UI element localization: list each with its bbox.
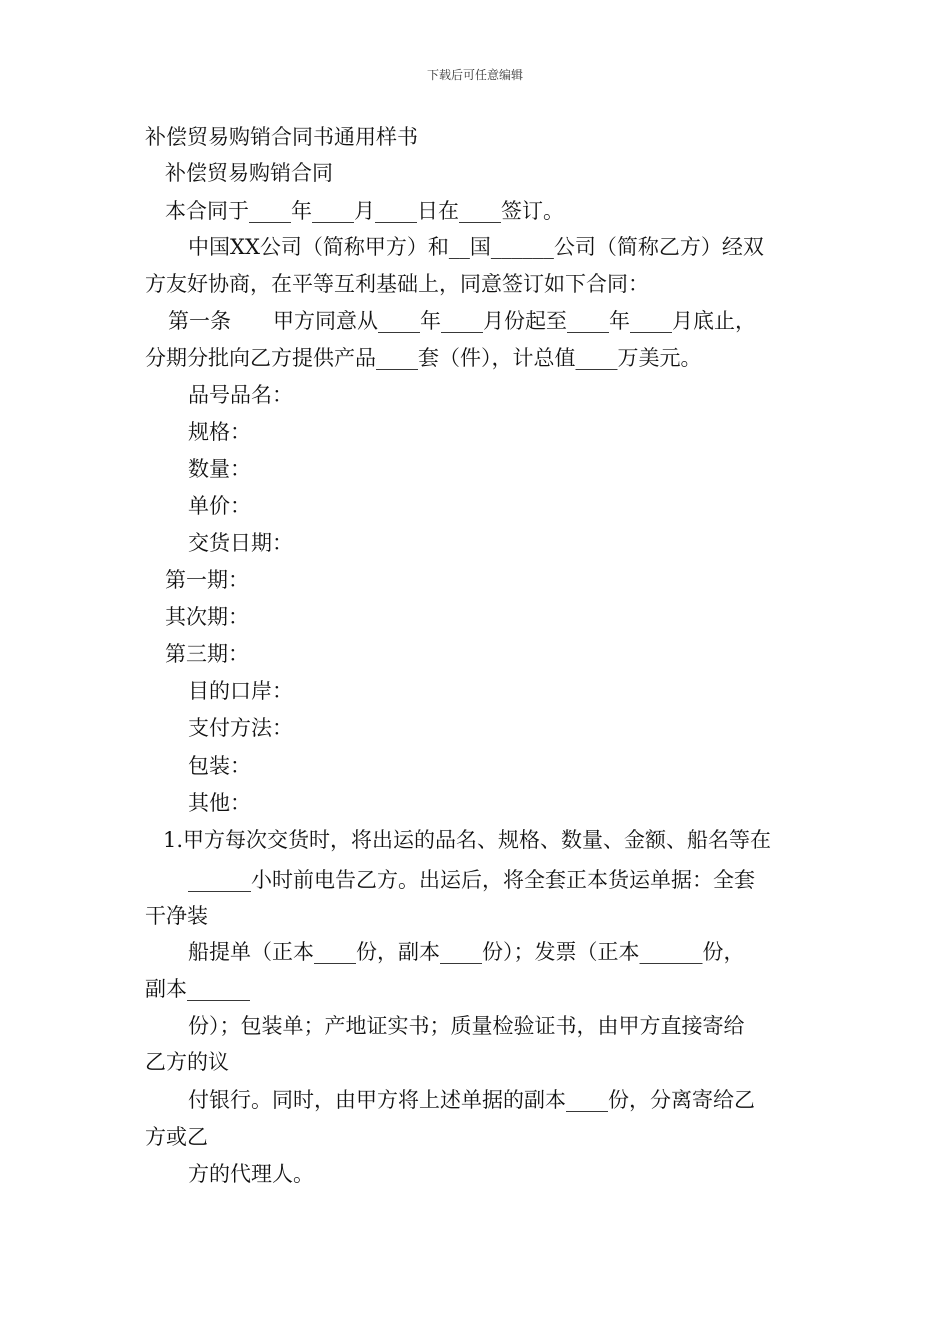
clause-1-line-7: 乙方的议 <box>145 1050 229 1074</box>
clause-1-line-9: 方或乙 <box>145 1125 208 1149</box>
field-packaging: 包装： <box>188 754 251 778</box>
field-payment: 支付方法： <box>188 716 293 740</box>
period-second: 其次期： <box>165 605 249 629</box>
field-port: 目的口岸： <box>188 679 293 703</box>
field-other: 其他： <box>188 791 251 815</box>
clause-1-line-2: ______小时前电告乙方。出运后，将全套正本货运单据：全套 <box>188 868 755 892</box>
field-delivery-date: 交货日期： <box>188 531 293 555</box>
field-spec: 规格： <box>188 420 251 444</box>
article-1-line-2: 分期分批向乙方提供产品____套（件），计总值____万美元。 <box>145 346 702 370</box>
document-title: 补偿贸易购销合同书通用样书 <box>145 125 418 149</box>
period-third: 第三期： <box>165 642 249 666</box>
intro-line-2: 方友好协商，在平等互利基础上，同意签订如下合同： <box>145 272 649 296</box>
clause-1-line-5: 副本______ <box>145 977 250 1001</box>
field-unit-price: 单价： <box>188 494 251 518</box>
clause-1-line-6: 份）；包装单；产地证实书；质量检验证书，由甲方直接寄给 <box>188 1014 745 1038</box>
page-header: 下载后可任意编辑 <box>426 68 523 82</box>
field-quantity: 数量： <box>188 457 251 481</box>
clause-1-line-4: 船提单（正本____份，副本____份）；发票（正本______份， <box>188 940 745 964</box>
clause-1-line-10: 方的代理人。 <box>188 1162 314 1186</box>
article-1-line-1: 第一条 甲方同意从____年____月份起至____年____月底止， <box>168 309 756 333</box>
period-first: 第一期： <box>165 568 249 592</box>
signing-line: 本合同于____年____月____日在____签订。 <box>165 199 564 223</box>
clause-1-line-3: 干净装 <box>145 904 208 928</box>
clause-1-line-1: 1.甲方每次交货时，将出运的品名、规格、数量、金额、船名等在 <box>163 828 772 852</box>
contract-title: 补偿贸易购销合同 <box>165 161 333 185</box>
field-product-name: 品号品名： <box>188 383 293 407</box>
intro-line-1: 中国XX公司（简称甲方）和__国______公司（简称乙方）经双 <box>188 235 764 259</box>
clause-1-line-8: 付银行。同时，由甲方将上述单据的副本____份，分离寄给乙 <box>188 1088 755 1112</box>
